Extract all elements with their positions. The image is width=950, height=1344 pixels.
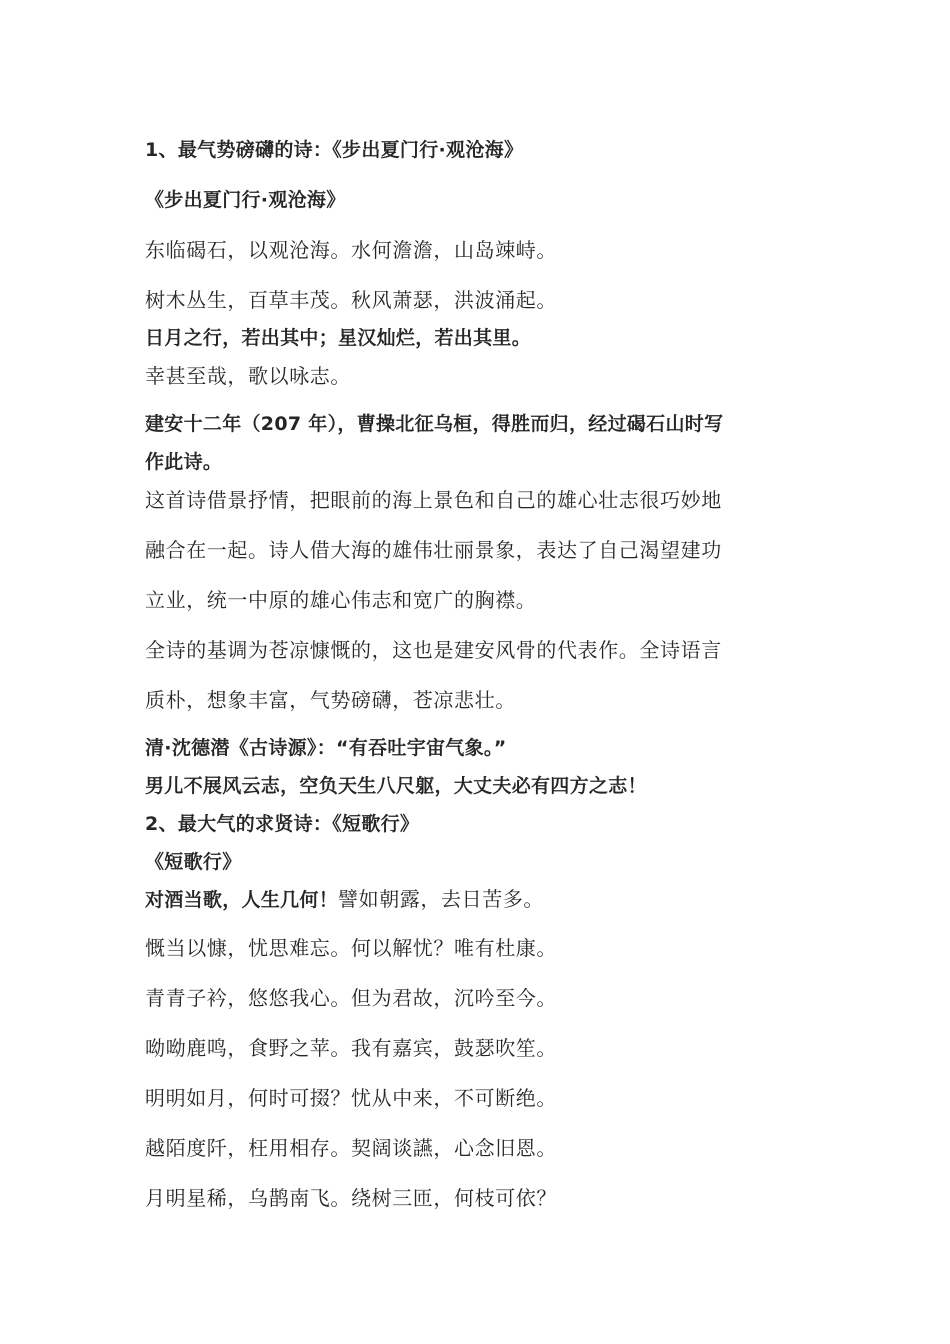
analysis-paragraph-line: 全诗的基调为苍凉慷慨的，这也是建安风骨的代表作。全诗语言 (145, 638, 722, 662)
section-1-heading: 1、最气势磅礴的诗：《步出夏门行·观沧海》 (145, 139, 524, 161)
poem-line: 青青子衿，悠悠我心。但为君故，沉吟至今。 (145, 986, 557, 1010)
analysis-paragraph-line: 立业，统一中原的雄心伟志和宽广的胸襟。 (145, 588, 537, 612)
poem-line: 明明如月，何时可掇？忧从中来，不可断绝。 (145, 1086, 557, 1110)
poem-title-duangexing: 《短歌行》 (145, 851, 242, 873)
poem-line-bold-part: 对酒当歌，人生几何！ (145, 889, 339, 911)
motto: 男儿不展风云志，空负天生八尺躯，大丈夫必有四方之志！ (145, 775, 647, 797)
poem-line: 东临碣石，以观沧海。水何澹澹，山岛竦峙。 (145, 238, 557, 262)
poem-line: 幸甚至哉，歌以咏志。 (145, 364, 351, 388)
section-2-heading: 2、最大气的求贤诗：《短歌行》 (145, 813, 420, 835)
analysis-paragraph-line: 融合在一起。诗人借大海的雄伟壮丽景象，表达了自己渴望建功 (145, 538, 722, 562)
poem-line-bold: 日月之行，若出其中；星汉灿烂，若出其里。 (145, 327, 532, 349)
poem-line: 呦呦鹿鸣，食野之苹。我有嘉宾，鼓瑟吹笙。 (145, 1036, 557, 1060)
background-text: 作此诗。 (145, 451, 223, 473)
critic-quote: 清·沈德潜《古诗源》：“有吞吐宇宙气象。” (145, 737, 507, 759)
poem-line: 树木丛生，百草丰茂。秋风萧瑟，洪波涌起。 (145, 288, 557, 312)
poem-title-guancanghai: 《步出夏门行·观沧海》 (145, 189, 346, 211)
poem-line-normal-part: 譬如朝露，去日苦多。 (338, 887, 545, 911)
poem-line-mixed (145, 884, 825, 914)
poem-line: 月明星稀，乌鹊南飞。绕树三匝，何枝可依？ (145, 1186, 557, 1210)
poem-line: 慨当以慷，忧思难忘。何以解忧？唯有杜康。 (145, 936, 557, 960)
background-text: 建安十二年（207 年），曹操北征乌桓，得胜而归，经过碣石山时写 (145, 413, 724, 435)
analysis-paragraph-line: 质朴，想象丰富，气势磅礴，苍凉悲壮。 (145, 688, 516, 712)
poem-line: 越陌度阡，枉用相存。契阔谈讌，心念旧恩。 (145, 1136, 557, 1160)
analysis-paragraph-line: 这首诗借景抒情，把眼前的海上景色和自己的雄心壮志很巧妙地 (145, 488, 722, 512)
